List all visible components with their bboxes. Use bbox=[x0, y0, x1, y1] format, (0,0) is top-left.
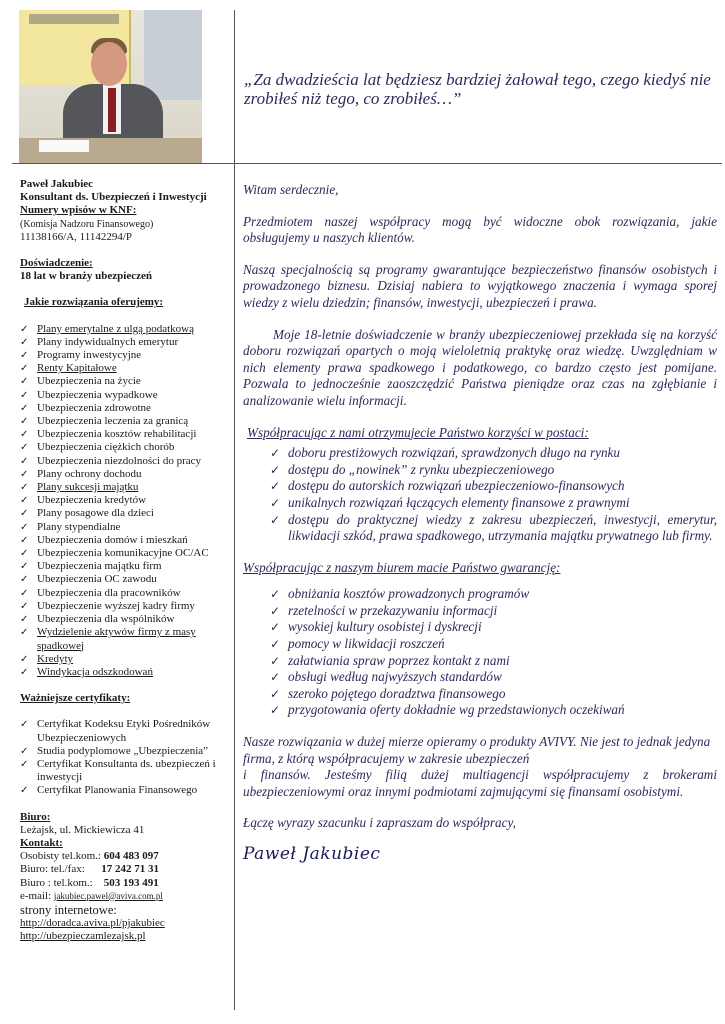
solution-item-text: Windykacja odszkodowań bbox=[37, 665, 153, 678]
checkmark-icon: ✓ bbox=[20, 561, 29, 573]
guarantees-list bbox=[243, 586, 717, 719]
checkmark-icon: ✓ bbox=[20, 600, 29, 612]
checkmark-icon: ✓ bbox=[270, 462, 281, 477]
checkmark-icon: ✓ bbox=[20, 785, 29, 797]
solution-item bbox=[20, 666, 232, 679]
checkmark-icon: ✓ bbox=[20, 587, 29, 599]
email-row: e-mail: jakubiec.pawel@aviva.com.pl bbox=[20, 889, 163, 902]
paragraph-1: Przedmiotem naszej współpracy mogą być widoczne obok rozwiązania, jakie obsługujemy u naszych klientów. bbox=[243, 213, 717, 246]
checkmark-icon: ✓ bbox=[20, 653, 29, 665]
cert-item-text: Studia podyplomowe „Ubezpieczenia” bbox=[37, 744, 209, 757]
benefit-item-text: dostępu do praktycznej wiedzy z zakresu ubezpieczeń, inwestycji, emerytur, likwidacji szkód, prawa spadkowego, utrzymania majątku prywatnego lub firmy. bbox=[288, 511, 717, 544]
cert-item-text: Certyfikat Kodeksu Etyki Pośredników Ubezpieczeniowych bbox=[37, 718, 211, 744]
solution-item-text: Wydzielenie aktywów firmy z masy spadkowej bbox=[37, 626, 196, 652]
solution-item bbox=[20, 626, 232, 652]
solution-item-text: Ubezpieczenia na życie bbox=[37, 375, 141, 388]
certs-list bbox=[20, 718, 232, 797]
checkmark-icon: ✓ bbox=[270, 653, 281, 668]
benefit-item-text: unikalnych rozwiązań łączących elementy finansowe z prawnymi bbox=[288, 494, 630, 510]
greeting: Witam serdecznie, bbox=[243, 182, 339, 197]
guarantee-item bbox=[270, 653, 717, 670]
solution-item-text: Ubezpieczenia niezdolności do pracy bbox=[37, 454, 202, 467]
solution-item-text: Ubezpieczenia leczenia za granicą bbox=[37, 415, 189, 428]
checkmark-icon: ✓ bbox=[20, 508, 29, 520]
checkmark-icon: ✓ bbox=[270, 620, 281, 635]
solution-item-text: Plany indywidualnych emerytur bbox=[37, 335, 179, 348]
checkmark-icon: ✓ bbox=[20, 666, 29, 678]
checkmark-icon: ✓ bbox=[20, 376, 29, 388]
guarantee-item-text: wysokiej kultury osobistej i dyskrecji bbox=[288, 619, 482, 635]
cert-item bbox=[20, 745, 232, 758]
checkmark-icon: ✓ bbox=[20, 745, 29, 757]
checkmark-icon: ✓ bbox=[20, 389, 29, 401]
solution-item-text: Ubezpieczenia kredytów bbox=[37, 494, 147, 507]
guarantee-item-text: przygotowania oferty dokładnie wg przedstawionych oczekiwań bbox=[288, 702, 625, 718]
checkmark-icon: ✓ bbox=[270, 512, 281, 527]
checkmark-icon: ✓ bbox=[20, 627, 29, 639]
phone-personal: Osobisty tel.kom.: 604 483 097 bbox=[20, 850, 159, 863]
benefit-item-text: doboru prestiżowych rozwiązań, sprawdzonych długo na rynku bbox=[288, 445, 621, 461]
phone-personal-number[interactable]: 604 483 097 bbox=[103, 850, 159, 863]
checkmark-icon: ✓ bbox=[20, 521, 29, 533]
benefit-item-text: dostępu do „nowinek” z rynku ubezpieczeniowego bbox=[288, 461, 555, 477]
checkmark-icon: ✓ bbox=[20, 323, 29, 335]
solution-item bbox=[20, 481, 232, 494]
solution-item bbox=[20, 521, 232, 534]
solution-item bbox=[20, 494, 232, 507]
paragraph-4b: i finansów. Jesteśmy filią dużej multiagencji współpracujemy z brokerami ubezpieczeniowymi oraz innymi podmiotami zajmującymi się finansami osobistymi. bbox=[243, 767, 717, 799]
experience-value: 18 lat w branży ubezpieczeń bbox=[20, 270, 152, 283]
cert-item bbox=[20, 784, 232, 797]
quote: „Za dwadzieścia lat będziesz bardziej żałował tego, czego kiedyś nie zrobiłeś niż tego, co zrobiłeś…” bbox=[244, 70, 711, 108]
guarantee-item-text: pomocy w likwidacji roszczeń bbox=[288, 636, 445, 652]
checkmark-icon: ✓ bbox=[20, 363, 29, 375]
checkmark-icon: ✓ bbox=[270, 587, 281, 602]
solution-item-text: Ubezpieczenia OC zawodu bbox=[37, 573, 157, 586]
solution-item-text: Programy inwestycyjne bbox=[37, 349, 142, 362]
solution-item-text: Ubezpieczenia wypadkowe bbox=[37, 388, 158, 401]
closing: Łączę wyrazy szacunku i zapraszam do współpracy, bbox=[243, 815, 516, 831]
solution-item bbox=[20, 573, 232, 586]
certs-heading: Ważniejsze certyfikaty: bbox=[20, 692, 131, 705]
solutions-list bbox=[20, 323, 232, 679]
solution-item bbox=[20, 389, 232, 402]
guarantee-item bbox=[270, 586, 717, 603]
solution-item-text: Ubezpieczenia majątku firm bbox=[37, 560, 162, 573]
solution-item bbox=[20, 468, 232, 481]
benefit-item bbox=[270, 512, 717, 545]
guarantee-item bbox=[270, 636, 717, 653]
solution-item-text: Plany posagowe dla dzieci bbox=[37, 507, 154, 520]
solution-item-text: Plany emerytalne z ulgą podatkową bbox=[37, 322, 195, 335]
solution-item bbox=[20, 560, 232, 573]
solution-item bbox=[20, 587, 232, 600]
website-link-2[interactable]: http://ubezpieczamlezajsk.pl bbox=[20, 930, 146, 943]
checkmark-icon: ✓ bbox=[20, 614, 29, 626]
solution-item bbox=[20, 600, 232, 613]
checkmark-icon: ✓ bbox=[20, 455, 29, 467]
solution-item bbox=[20, 402, 232, 415]
checkmark-icon: ✓ bbox=[270, 686, 281, 701]
vertical-divider bbox=[234, 10, 235, 1010]
checkmark-icon: ✓ bbox=[270, 446, 281, 461]
cert-item-text: Certyfikat Planowania Finansowego bbox=[37, 784, 198, 797]
benefit-item bbox=[270, 495, 717, 512]
solution-item-text: Renty Kapitałowe bbox=[37, 362, 117, 375]
solution-item bbox=[20, 534, 232, 547]
benefits-list bbox=[243, 445, 717, 545]
phone-office: Biuro: tel./fax: 17 242 71 31 bbox=[20, 863, 160, 876]
benefit-item bbox=[270, 478, 717, 495]
guarantee-item-text: załatwiania spraw poprzez kontakt z nami bbox=[288, 652, 510, 668]
solution-item-text: Plany ochrony dochodu bbox=[37, 467, 142, 480]
solution-item bbox=[20, 441, 232, 454]
solution-item-text: Plany stypendialne bbox=[37, 520, 121, 533]
solution-item-text: Ubezpieczenia dla pracowników bbox=[37, 586, 181, 599]
guarantee-item bbox=[270, 603, 717, 620]
solution-item bbox=[20, 349, 232, 362]
guarantee-item-text: obniżania kosztów prowadzonych programów bbox=[288, 586, 530, 602]
guarantee-item bbox=[270, 619, 717, 636]
right-column bbox=[243, 182, 717, 863]
checkmark-icon: ✓ bbox=[270, 603, 281, 618]
solution-item-text: Ubezpieczenia komunikacyjne OC/AC bbox=[37, 547, 209, 560]
cert-item bbox=[20, 718, 232, 744]
horizontal-divider bbox=[12, 163, 722, 164]
knf-numbers: 11138166/A, 11142294/P bbox=[20, 230, 133, 243]
solution-item-text: Ubezpieczenia kosztów rehabilitacji bbox=[37, 428, 197, 441]
solution-item bbox=[20, 653, 232, 666]
solution-item bbox=[20, 507, 232, 520]
checkmark-icon: ✓ bbox=[20, 336, 29, 348]
solution-item bbox=[20, 336, 232, 349]
benefit-item bbox=[270, 462, 717, 479]
solution-item-text: Ubezpieczenia dla wspólników bbox=[37, 613, 175, 626]
person-role: Konsultant ds. Ubezpieczeń i Inwestycji bbox=[20, 191, 207, 204]
experience-heading: Doświadczenie: bbox=[20, 257, 93, 270]
checkmark-icon: ✓ bbox=[20, 429, 29, 441]
benefits-heading: Współpracując z nami otrzymujecie Państwo korzyści w postaci: bbox=[247, 424, 589, 440]
websites-heading: strony internetowe: bbox=[20, 902, 117, 917]
solution-item-text: Ubezpieczenia zdrowotne bbox=[37, 401, 151, 414]
solution-item bbox=[20, 375, 232, 388]
solution-item bbox=[20, 428, 232, 441]
solution-item bbox=[20, 323, 232, 336]
paragraph-2: Naszą specjalnością są programy gwarantujące bezpieczeństwo finansów osobistych i prowadzonego biznesu. Dzisiaj nabiera to wyjątkowego znaczenia i wymaga sporej wiedzy z wielu dziedzin; finansów, inwestycji, ubezpieczeń i prawa. bbox=[243, 261, 717, 310]
checkmark-icon: ✓ bbox=[20, 350, 29, 362]
checkmark-icon: ✓ bbox=[270, 703, 281, 718]
solution-item-text: Ubezpieczenie wyższej kadry firmy bbox=[37, 599, 195, 612]
paragraph-3: Moje 18-letnie doświadczenie w branży ubezpieczeniowej przekłada się na korzyść doboru rozwiązań opartych o moją wieloletnią praktykę oraz wiedzę. Uwzględniam w nich elementy prawa spadkowego i podatkowego, co bardzo często jest pomijane. Pozwala to jednocześnie zaoszczędzić Państwa pieniądze oraz czas na zgłębianie i analizowanie wielu informacji. bbox=[243, 326, 717, 408]
guarantee-item bbox=[270, 686, 717, 703]
solution-item bbox=[20, 455, 232, 468]
benefit-item bbox=[270, 445, 717, 462]
guarantee-item bbox=[270, 669, 717, 686]
solution-item bbox=[20, 362, 232, 375]
phone-office-mobile-number[interactable]: 503 193 491 bbox=[103, 876, 159, 889]
email-link[interactable]: jakubiec.pawel@aviva.com.pl bbox=[53, 890, 163, 901]
phone-office-mobile: Biuro : tel.kom.: 503 193 491 bbox=[20, 876, 159, 889]
paragraph-4a: Nasze rozwiązania w dużej mierze opieramy o produkty AVIVY. Nie jest to jednak jedyna firma, z którą współpracujemy w zakresie ubezpieczeń bbox=[243, 734, 711, 766]
checkmark-icon: ✓ bbox=[20, 482, 29, 494]
checkmark-icon: ✓ bbox=[20, 495, 29, 507]
contact-heading: Kontakt: bbox=[20, 836, 63, 849]
knf-heading: Numery wpisów w KNF: bbox=[20, 204, 137, 217]
checkmark-icon: ✓ bbox=[20, 534, 29, 546]
guarantee-item-text: obsługi według najwyższych standardów bbox=[288, 669, 502, 685]
website-link-1[interactable]: http://doradca.aviva.pl/pjakubiec bbox=[20, 916, 165, 929]
guarantee-item-text: rzetelności w przekazywaniu informacji bbox=[288, 602, 498, 618]
left-column bbox=[20, 178, 232, 943]
solution-item bbox=[20, 547, 232, 560]
cert-item bbox=[20, 758, 232, 784]
checkmark-icon: ✓ bbox=[20, 719, 29, 731]
checkmark-icon: ✓ bbox=[20, 758, 29, 770]
solution-item-text: Kredyty bbox=[37, 652, 74, 665]
office-heading: Biuro: bbox=[20, 810, 51, 823]
checkmark-icon: ✓ bbox=[20, 402, 29, 414]
solution-item-text: Ubezpieczenia ciężkich chorób bbox=[37, 441, 175, 454]
benefit-item-text: dostępu do autorskich rozwiązań ubezpieczeniowo-finansowych bbox=[288, 478, 625, 494]
checkmark-icon: ✓ bbox=[20, 548, 29, 560]
checkmark-icon: ✓ bbox=[270, 670, 281, 685]
guarantee-item bbox=[270, 702, 717, 719]
solutions-heading: Jakie rozwiązania oferujemy: bbox=[24, 296, 164, 309]
person-name: Paweł Jakubiec bbox=[20, 178, 94, 190]
solution-item-text: Ubezpieczenia domów i mieszkań bbox=[37, 533, 188, 546]
cert-item-text: Certyfikat Konsultanta ds. ubezpieczeń i inwestycji bbox=[37, 757, 216, 784]
checkmark-icon: ✓ bbox=[20, 416, 29, 428]
portrait-photo bbox=[19, 10, 202, 163]
solution-item bbox=[20, 613, 232, 626]
solution-item-text: Plany sukcesji majątku bbox=[37, 481, 139, 494]
checkmark-icon: ✓ bbox=[20, 574, 29, 586]
knf-note: (Komisja Nadzoru Finansowego) bbox=[20, 218, 154, 230]
checkmark-icon: ✓ bbox=[270, 495, 281, 510]
office-address: Leżajsk, ul. Mickiewicza 41 bbox=[20, 823, 145, 836]
checkmark-icon: ✓ bbox=[20, 468, 29, 480]
checkmark-icon: ✓ bbox=[270, 479, 281, 494]
phone-office-number[interactable]: 17 242 71 31 bbox=[101, 863, 160, 876]
signature: Paweł Jakubiec bbox=[243, 844, 381, 864]
guarantee-item-text: szeroko pojętego doradztwa finansowego bbox=[288, 685, 506, 701]
solution-item bbox=[20, 415, 232, 428]
checkmark-icon: ✓ bbox=[270, 637, 281, 652]
guarantee-heading: Współpracując z naszym biurem macie Państwo gwarancję: bbox=[243, 559, 561, 575]
checkmark-icon: ✓ bbox=[20, 442, 29, 454]
